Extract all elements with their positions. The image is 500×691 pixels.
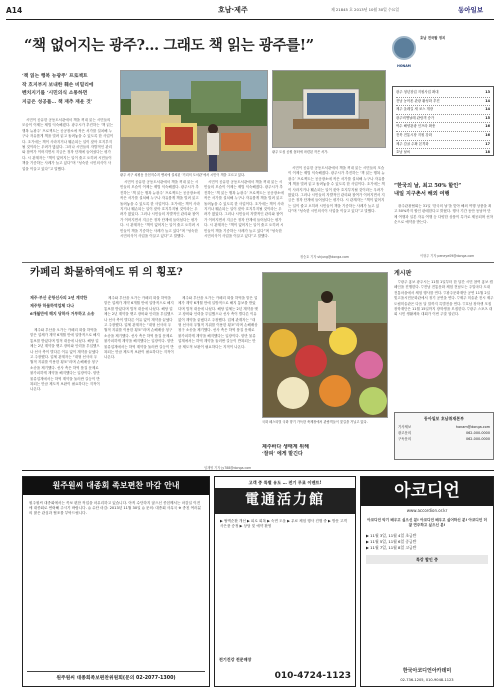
divider-ads <box>22 470 494 471</box>
header-rule <box>6 19 494 20</box>
sidebar-index <box>420 36 494 84</box>
ad-health-phone: 010-4724-1123 <box>274 670 351 681</box>
story2-body-col1 <box>30 328 100 466</box>
sidebar-index-page: 13 <box>485 90 490 94</box>
contact-value: 062-000-0000 <box>465 431 490 435</box>
story2-deck: 제주·부산 운항선사의 2년 계약한 제주항 하물하역업체 다나 6개월만에 해지 당하자 거부하고 소송 <box>30 295 95 317</box>
sidebar-index-row <box>396 89 490 98</box>
story1-body: 시민이 공유한 공동도서관에서 책을 꺼내 읽는 시민들의 모습이 이제는 제법 익숙해졌다. 광주시가 추진하는 ‘책 읽는 행복 뉴광주’ 프로젝트는 공공장소에 작은 서가를 설치해 누구나 자유롭게 책을 빌려 읽고 돌려놓을 수 있도록 한 사업이다. 초기에는 책이 사라지거나 훼손되는 일이 잦아 흐지부지될 것이라는 우려가 많았다. 그러나 시민들의 자발적인 관리와 참여가 이어지면서 지금은 정착 단계에 들어섰다는 평가다. 시 관계자는 “책이 없어지는 일이 줄고 오히려 시민들이 책을 기증하는 사례가 늘고 있다”며 “성숙한 시민의식이 사업을 이끌고 있다”고 말했다. <box>22 118 114 171</box>
sidebar-headline: “한국의 날, 최고 50% 할인” 내일 지구촌서 해외 여행 <box>394 183 462 197</box>
street-library-photo <box>121 71 268 172</box>
sidebar-index-row <box>396 106 490 115</box>
story1-body-cont: 시민이 공유한 공동도서관에서 책을 꺼내 읽는 시민들의 모습이 이제는 제법 익숙해졌다. 광주시가 추진하는 ‘책 읽는 행복 뉴광주’ 프로젝트는 공공장소에 작은 서가를 설치해 누구나 자유롭게 책을 빌려 읽고 돌려놓을 수 있도록 한 사업이다. 초기에는 책이 사라지거나 훼손되는 일이 잦아 흐지부지될 것이라는 우려가 많았다. 그러나 시민들의 자발적인 관리와 참여가 이어지면서 지금은 정착 단계에 들어섰다는 평가다. 시 관계자는 “책이 없어지는 일이 줄고 오히려 시민들이 책을 기증하는 사례가 늘고 있다”며 “성숙한 시민의식이 사업을 이끌고 있다”고 말했다. <box>120 180 200 239</box>
section-title: 호남·제주 <box>218 6 248 14</box>
story1-body-cont3: 시민이 공유한 공동도서관에서 책을 꺼내 읽는 시민들의 모습이 이제는 제법 익숙해졌다. 광주시가 추진하는 ‘책 읽는 행복 뉴광주’ 프로젝트는 공공장소에 작은 서가를 설치해 누구나 자유롭게 책을 빌려 읽고 돌려놓을 수 있도록 한 사업이다. 초기에는 책이 사라지거나 훼손되는 일이 잦아 흐지부지될 것이라는 우려가 많았다. 그러나 시민들의 자발적인 관리와 참여가 이어지면서 지금은 정착 단계에 들어섰다는 평가다. 시 관계자는 “책이 없어지는 일이 줄고 오히려 시민들이 책을 기증하는 사례가 늘고 있다”며 “성숙한 시민의식이 사업을 이끌고 있다”고 말했다. <box>288 166 385 214</box>
ad-health-tag: 고객 중 특별 유도 … 전기 무료 이벤트! <box>248 480 322 485</box>
ad-health-title: 電通活力館 <box>215 488 355 514</box>
story1-deck: ‘책 읽는 행복 뉴광주’ 프로젝트 작 흐지부지 보내한 훼손 비밀리에 벤치지기를 ‘시민의식 소통하면 지금은 성공률… 책 재추 재운 것’ <box>22 73 94 105</box>
story1-body-col3 <box>204 180 284 254</box>
sidebar-rate-body <box>394 204 494 250</box>
sidebar-index-item: 여수 해양관광 인프라 확충 <box>396 124 436 129</box>
story2-body-cont2: 제주와 부산을 오가는 카페리 화물 하역을 맡은 업체가 계약 6개월 만에 일방적으로 해지 통보를 받았다며 법적 대응에 나섰다. 해당 업체는 2년 계약을 맺고 장비와 인력을 투입했으나 선사 측이 별다른 이유 없이 계약을 끝냈다고 주장했다. 업체 관계자는 “대형 선사의 우월적 지위를 이용한 횡포”라며 손해배상 청구 소송을 제기했다. 선사 측은 하역 품질 문제로 불가피하게 계약을 해지했다는 입장이다. 항만 물류업계에서는 하역 계약을 둘러싼 갈등이 반복되는 만큼 제도적 보완이 필요하다는 지적이 나온다. <box>178 296 258 349</box>
ad-accordion-body: 아코디언 악기 배우고 싶으신 분! 아코디언 배우고 싶어하신 분! 아코디언 더 잘 연주하고 싶으신 분! <box>367 518 487 528</box>
ad-genealogy-body: 원주원씨 대종회에서는 족보 편찬 작업을 마무리하고 있습니다. 아직 수단하지 않으신 종친께서는 마감일 이전에 대종회로 연락해 주시기 바랍니다. ◎ 수단 마감: 2013년 11월 30일 ◎ 문의: 대종회 사무국 ※ 종친 여러분의 많은 관심과 협조를 부탁드립니다. <box>29 501 202 515</box>
sidebar-index-row <box>396 115 490 124</box>
contact-label: 구독문의 <box>398 437 412 441</box>
story1-headline: “책 없어지는 광주?… 그래도 책 읽는 광주를!” <box>24 37 314 54</box>
sidebar-index-box <box>392 86 494 156</box>
story1-body-cont2: 시민이 공유한 공동도서관에서 책을 꺼내 읽는 시민들의 모습이 이제는 제법 익숙해졌다. 광주시가 추진하는 ‘책 읽는 행복 뉴광주’ 프로젝트는 공공장소에 작은 서가를 설치해 누구나 자유롭게 책을 빌려 읽고 돌려놓을 수 있도록 한 사업이다. 초기에는 책이 사라지거나 훼손되는 일이 잦아 흐지부지될 것이라는 우려가 많았다. 그러나 시민들의 자발적인 관리와 참여가 이어지면서 지금은 정착 단계에 들어섰다는 평가다. 시 관계자는 “책이 없어지는 일이 줄고 오히려 시민들이 책을 기증하는 사례가 늘고 있다”며 “성숙한 시민의식이 사업을 이끌고 있다”고 말했다. <box>204 180 284 239</box>
story1-body-col1 <box>22 118 114 208</box>
date-line: 제 21845 호 2013년 10월 30일 수요일 <box>331 7 399 12</box>
sidebar-index-row <box>396 98 490 107</box>
story3-title-block: 제주바다 생태계 위해 ‘잘피’ 에게 맡긴다 <box>262 444 309 457</box>
contact-value: honam@donga.com <box>455 425 490 429</box>
ad-accordion-special: 특강 할인 중 <box>366 555 488 564</box>
newspaper-name: 동아일보 <box>458 6 484 14</box>
ad-genealogy-footer: 원주원씨 대종회족보편찬위원회(문의 02-2077-1300) <box>27 671 205 682</box>
sidebar-index-item: 전남 농어촌 관광 활성화 추진 <box>396 98 440 103</box>
story2-photo <box>262 272 388 418</box>
sidebar-index-item: 호남 날씨 <box>396 150 411 155</box>
ad-accordion-phone: 02-736-1205, 010-9048-1123 <box>400 677 454 682</box>
story2-body-cont: 제주와 부산을 오가는 카페리 화물 하역을 맡은 업체가 계약 6개월 만에 일방적으로 해지 통보를 받았다며 법적 대응에 나섰다. 해당 업체는 2년 계약을 맺고 장비와 인력을 투입했으나 선사 측이 별다른 이유 없이 계약을 끝냈다고 주장했다. 업체 관계자는 “대형 선사의 우월적 지위를 이용한 횡포”라며 손해배상 청구 소송을 제기했다. 선사 측은 하역 품질 문제로 불가피하게 계약을 해지했다는 입장이다. 항만 물류업계에서는 하역 계약을 둘러싼 갈등이 반복되는 만큼 제도적 보완이 필요하다는 지적이 나온다. <box>104 296 174 360</box>
story2-photo-caption: 국화 페스티벌 국화 향기 가득한 축제장에서 관람객들이 꽃길을 거닐고 있다. <box>262 420 368 424</box>
divider-1 <box>22 262 494 263</box>
story2-reporter: 임재영 기자 jy788@donga.com <box>204 466 252 470</box>
sidebar-index-row <box>396 132 490 141</box>
events-title: 게시판 <box>394 270 412 277</box>
ad-accordion-title: 아코디언 <box>361 477 493 506</box>
ad-accordion-url: www.accordion.or.kr <box>406 508 448 514</box>
events-body <box>394 280 494 406</box>
events-text: ▽광주 홍보 광주시는 11월 1일부터 한 달간 시민 참여 홍보 캠페인을 진행한다. ▽전남 전통문화 체험 전남도는 주말마다 도내 전통마을에서 체험 행사를 연다. ▽광주문화재단 공연 11월 2일 빛고을시민문화관에서 정기 공연을 연다. ▽제주 미술관 전시 제주도립미술관은 다음 달 말까지 특별전을 연다. ▽호남 장학생 모집 장학재단은 11월 15일까지 장학생을 모집한다. ▽광주 스포츠 대회 시민 생활체육 대회가 이번 주말 열린다. <box>394 280 494 317</box>
sidebar-box-title: 호남 전국팔 정치 <box>420 36 446 40</box>
sidebar-index-item: 제주 올레길 새 코스 개장 <box>396 107 434 112</box>
contact-value: 062-000-0000 <box>465 437 490 441</box>
chrysanthemum-festival-photo <box>263 273 388 418</box>
ad-genealogy-title: 원주원씨 대종회 족보편찬 마감 안내 <box>23 477 209 495</box>
contact-row <box>398 436 490 442</box>
sidebar-index-row <box>396 141 490 150</box>
story2-headline: 카페리 화물하역에도 뛰 의 횡포? <box>30 266 183 278</box>
sidebar-index-row <box>396 123 490 132</box>
sidebar-index-page: 14 <box>485 98 490 103</box>
ad-health-store <box>214 476 356 687</box>
ad-health-body: ▶ 혈액순환 개선 ▶ 피로 회복 ▶ 숙면 도움 ▶ 무료 체험 행사 진행 중 ▶ 방문 고객 사은품 증정 ▶ 상담 및 예약 환영 <box>220 518 347 528</box>
story1-photo2-caption: 광주 도심 공원 쉼터에 마련된 작은 서가. <box>272 150 329 154</box>
story2-body: 제주와 부산을 오가는 카페리 화물 하역을 맡은 업체가 계약 6개월 만에 일방적으로 해지 통보를 받았다며 법적 대응에 나섰다. 해당 업체는 2년 계약을 맺고 장비와 인력을 투입했으나 선사 측이 별다른 이유 없이 계약을 끝냈다고 주장했다. 업체 관계자는 “대형 선사의 우월적 지위를 이용한 횡포”라며 손해배상 청구 소송을 제기했다. 선사 측은 하역 품질 문제로 불가피하게 계약을 해지했다는 입장이다. 항만 물류업계에서는 하역 계약을 둘러싼 갈등이 반복되는 만큼 제도적 보완이 필요하다는 지적이 나온다. <box>30 328 100 392</box>
sidebar-rate-reporter: 이형주 기자 peneye09@donga.com <box>420 254 475 258</box>
story1-body-col2 <box>120 180 200 254</box>
sidebar-index-page: 16 <box>485 132 490 137</box>
contact-title: 동아일보 호남취재본부 <box>423 416 465 421</box>
story1-photo <box>120 70 268 172</box>
story1-reporter: 정승호 기자 shjung@donga.com <box>300 255 350 259</box>
sidebar-label: HONAM <box>397 64 411 68</box>
sidebar-index-item: 광주 청년창업 지원사업 확대 <box>396 90 439 94</box>
story1-photo-caption: 광주 서구 치평동 운천저수지 벤치에 설치된 ‘거리의 도서관’에서 시민이 책을 고르고 있다. <box>120 173 246 177</box>
contact-label: 광고문의 <box>398 431 412 435</box>
ad-genealogy <box>22 476 210 687</box>
page-number: A14 <box>6 6 23 15</box>
story1-photo2 <box>272 70 386 148</box>
sidebar-index-item: 전북 전통시장 지원 강화 <box>396 132 432 137</box>
story1-body-col4 <box>288 166 386 254</box>
ad-accordion-footer: 한국아코디언아카데미 <box>402 667 452 674</box>
section-logo <box>392 36 416 60</box>
sidebar-index-page: 18 <box>485 150 490 155</box>
sidebar-index-item: 광주비엔날레 관람객 증가 <box>396 115 435 120</box>
sidebar-index-page: 14 <box>485 107 490 112</box>
sidebar-rate-text: 광주관광협회는 31일 ‘한국의 날’을 맞아 해외 여행 상품을 최고 50%까지 할인 판매한다고 밝혔다. 행사 기간 동안 동남아 단체 여행과 일본 자유 여행 등 다양한 상품이 특가로 제공되며 선착순으로 예약을 받는다. <box>394 204 494 225</box>
bookshelf-bench-photo <box>273 71 386 148</box>
sidebar-index-row <box>396 149 490 157</box>
story2-body-col2 <box>104 296 174 466</box>
ad-accordion-classes <box>361 531 493 553</box>
page-header <box>6 4 494 18</box>
ad-accordion-class: ▶ 11월 5일, 11월 6일 중급반 <box>366 539 417 545</box>
ad-accordion <box>360 476 494 687</box>
sidebar-index-page: 17 <box>485 141 490 146</box>
sidebar-index-item: 제주 감귤 수확 본격화 <box>396 141 429 146</box>
contact-label: 기사제보 <box>398 425 412 429</box>
contact-box <box>394 412 494 460</box>
sidebar-index-page: 16 <box>485 124 490 129</box>
ad-accordion-class: ▶ 11월 7일, 11월 8일 고급반 <box>366 545 417 551</box>
ad-health-sub: 전기건강 전문매장 <box>219 657 252 662</box>
sidebar-index-page: 15 <box>485 115 490 120</box>
ad-accordion-class: ▶ 11월 3일, 11월 4일 초급반 <box>366 533 417 539</box>
story2-body-col3 <box>178 296 258 466</box>
